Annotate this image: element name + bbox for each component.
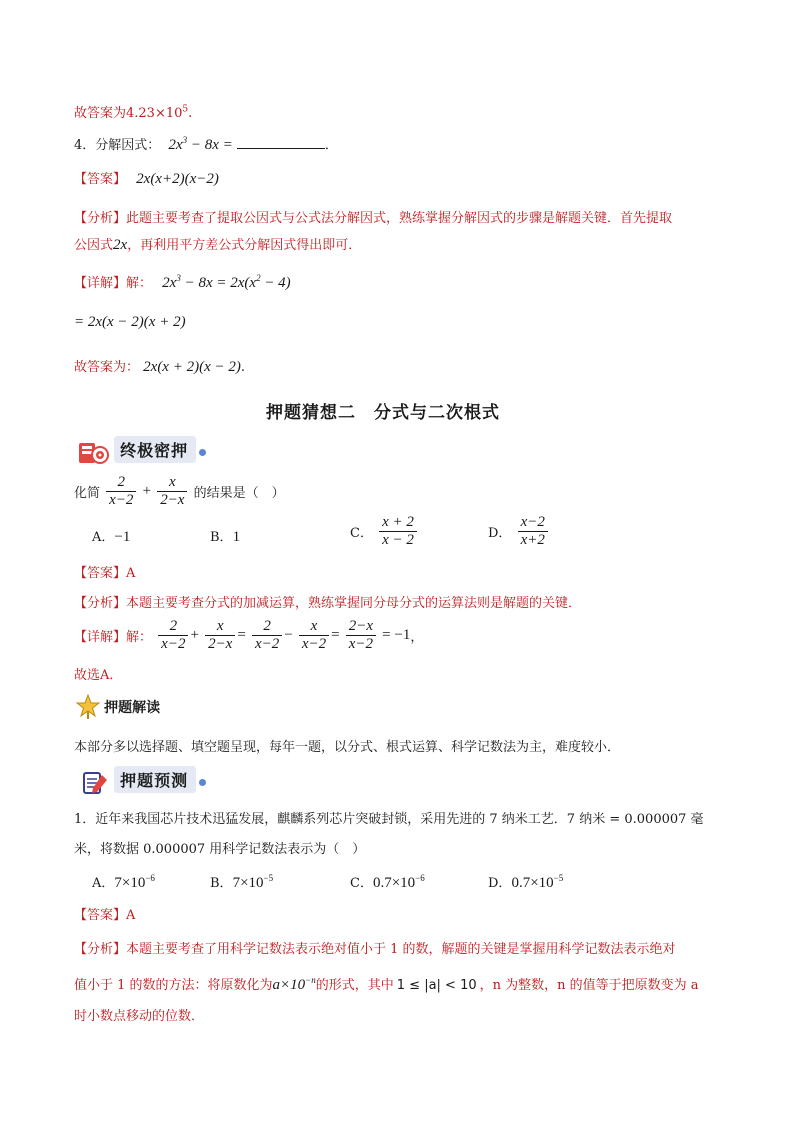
simplify-detail: 【详解】解： $\frac{2}{x-2}$ + $\frac{x}{2-x}$ = $\frac{2}{x-2}$ − $\frac{x}{x-2}$ = $\frac{2-x}{x-2}$ = −1， <box>74 618 424 652</box>
option-b[interactable]: B．1 <box>210 529 241 545</box>
option-d[interactable]: D． $\frac{x-2}{x+2}$ <box>488 514 550 549</box>
q4-detail: 【详解】解： $2x^3 - 8x = 2x(x^2 - 4)$ <box>74 273 291 291</box>
reading-heading: 押题解读 <box>76 694 160 720</box>
q4-answer: 【答案】 2x(x+2)(x−2) <box>74 171 219 187</box>
option-a[interactable]: A．−1 <box>92 529 131 545</box>
simplify-question: 化简 $\frac{2}{x-2}$ + $\frac{x}{2-x}$ 的结果是（ ） <box>74 474 285 508</box>
notepad-pencil-icon <box>82 769 110 797</box>
target-icon <box>78 440 110 466</box>
p1-answer: 【答案】A <box>74 908 136 923</box>
star-icon <box>76 694 100 720</box>
simplify-answer: 【答案】A <box>74 566 136 581</box>
answer-blank <box>237 136 325 149</box>
q4-final-answer: 故答案为： 2x(x + 2)(x − 2). <box>74 359 245 375</box>
q4-detail-line2: = 2x(x − 2)(x + 2) <box>74 314 186 330</box>
p1-option-b[interactable]: B．$7\times 10^{-5}$ <box>210 873 274 891</box>
problem-1-line2: 米，将数据 0.000007 用科学记数法表示为（ ） <box>74 842 366 857</box>
reading-text: 本部分多以选择题、填空题呈现，每年一题，以分式、根式运算、科学记数法为主，难度较小． <box>74 740 621 755</box>
simplify-analysis: 【分析】本题主要考查分式的加减运算，熟练掌握同分母分式的运算法则是解题的关键． <box>74 596 582 611</box>
previous-answer: 故答案为$4.23\times 10^5$. <box>74 104 193 121</box>
q4-analysis: 【分析】此题主要考查了提取公因式与公式法分解因式，熟练掌握分解因式的步骤是解题关键．首先提取 公因式2x，再利用平方差公式分解因式得出即可． <box>74 211 673 253</box>
banner-prediction: 押题预测 <box>82 766 206 797</box>
p1-option-c[interactable]: C．$0.7\times 10^{-6}$ <box>350 873 425 891</box>
problem-1-line1: 1．近年来我国芯片技术迅猛发展，麒麟系列芯片突破封锁，采用先进的 7 纳米工艺．7 纳米 = 0.000007 毫 <box>74 812 704 827</box>
question-4: 4．分解因式： $2x^3 - 8x$ = ． <box>74 135 338 153</box>
p1-analysis: 【分析】本题主要考查了用科学记数法表示绝对值小于 1 的数，解题的关键是掌握用科学记数法表示绝对 值小于 1 的数的方法：将原数化为$a\times 10^{-n}$的形式，其中 1 ≤ |a| < 10 ，n 为整数，n 的值等于把原数变为 a 时小数点移动的位数． <box>74 942 699 1024</box>
simplify-choose: 故选A． <box>74 668 123 683</box>
option-c[interactable]: C． $\frac{x + 2}{x - 2}$ <box>350 514 419 549</box>
section-title: 押题猜想二 分式与二次根式 <box>266 403 500 423</box>
p1-option-a[interactable]: A．$7\times 10^{-6}$ <box>92 873 155 891</box>
p1-option-d[interactable]: D．$0.7\times 10^{-5}$ <box>488 873 564 891</box>
banner-final-prediction: 终极密押 <box>78 436 206 466</box>
